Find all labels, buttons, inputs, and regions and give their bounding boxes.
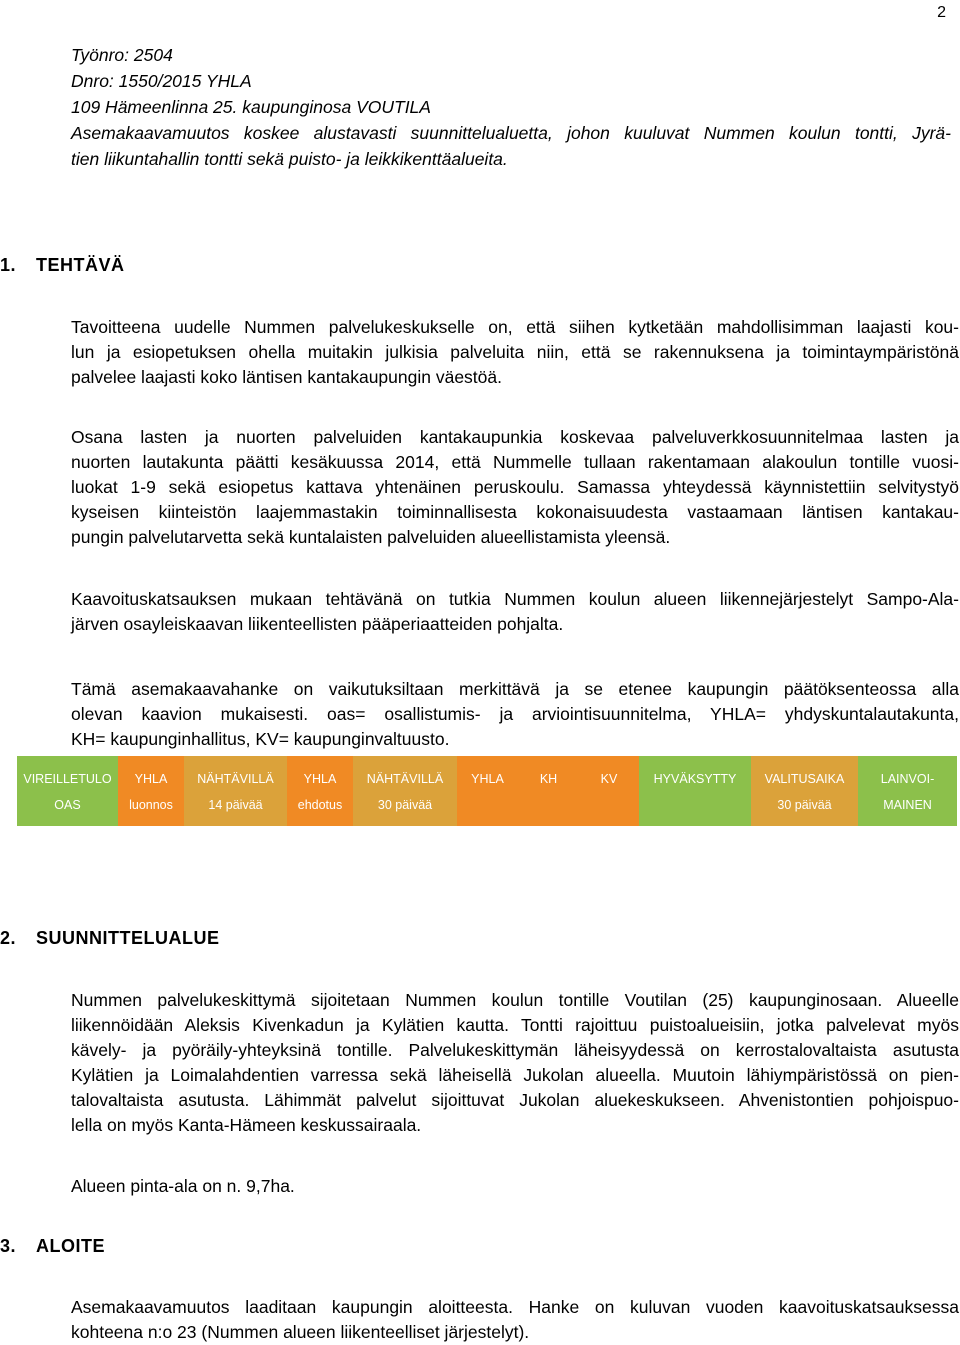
text-line: Tavoitteena uudelle Nummen palvelukeskukselle on, että siihen kytketään mahdollisimman laajasti kou- [71, 317, 959, 337]
text-line: nuorten lautakunta päätti kesäkuussa 2014, että Nummelle tullaan rakentamaan alakoulun tontille vuosi- [71, 452, 959, 472]
timeline-step-hyvaksytty [639, 756, 751, 826]
timeline-step-vireilletulo [17, 756, 118, 826]
step-sublabel: 30 päivää [377, 798, 433, 812]
step-label: KV [600, 772, 618, 786]
section2-paragraph-1 [71, 988, 959, 1138]
text-line: Kylätien ja Loimalahdentien varressa sekä läheisellä Jukolan alueella. Muutoin lähiympäristössä on pien- [71, 1065, 959, 1085]
section-title: SUUNNITTELUALUE [36, 928, 220, 948]
step-sublabel: 30 päivää [777, 798, 832, 812]
plan-description-line1: Asemakaavamuutos koskee alustavasti suunnittelualuetta, johon kuuluvat Nummen koulun tontti, Jyrä- [71, 123, 951, 143]
section1-paragraph-2 [71, 425, 959, 550]
section-heading-1 [0, 253, 300, 279]
step-label: LAINVOI- [880, 772, 935, 786]
section-number: 3. [0, 1236, 17, 1256]
section1-paragraph-1 [71, 315, 959, 390]
text-line: Kaavoituskatsauksen mukaan tehtävänä on tutkia Nummen koulun alueen liikennejärjestelyt Sampo-Ala- [71, 589, 959, 609]
text-line: lun ja esiopetuksen ohella muitakin julkisia palveluita niin, että se rakennuksena ja toimintaympäristönä [71, 342, 959, 362]
timeline-step-yhla [457, 756, 518, 826]
timeline-step-yhla-ehdotus [287, 756, 353, 826]
step-label: NÄHTÄVILLÄ [197, 772, 274, 786]
step-sublabel: 14 päivää [208, 798, 263, 812]
text-line: kyseisen kiinteistön laajemmastakin toiminnallisesta kokonaisuudesta vastaamaan läntisen kantakau- [71, 502, 959, 522]
text-line: järven osayleiskaavan liikenteellisten pääperiaatteiden pohjalta. [71, 614, 564, 634]
text-line: Asemakaavamuutos laaditaan kaupungin aloitteesta. Hanke on kuluvan vuoden kaavoituskatsauksessa [71, 1297, 959, 1317]
section-title: TEHTÄVÄ [36, 255, 125, 275]
text-line: olevan kaavion mukaisesti. oas= osallistumis- ja arviointisuunnitelma, YHLA= yhdyskuntalautakunta, [71, 704, 959, 724]
plan-description-line2: tien liikuntahallin tontti sekä puisto- ja leikkikenttäalueita. [71, 149, 508, 169]
section-heading-3 [0, 1234, 400, 1260]
text-line: Tämä asemakaavahanke on vaikutuksiltaan merkittävä ja se etenee kaupungin päätöksenteossa alla [71, 679, 959, 699]
step-sublabel: ehdotus [297, 798, 343, 812]
section-number: 2. [0, 928, 17, 948]
text-line: liikennöidään Aleksis Kivenkadun ja Kylätien kautta. Tontti rajoittuu puistoalueisiin, jotka palvelevat myös [71, 1015, 959, 1035]
text-line: KH= kaupunginhallitus, KV= kaupunginvaltuusto. [71, 729, 450, 749]
text-line: luokat 1-9 sekä esiopetus kattava yhtenäinen peruskoulu. Samassa yhteydessä käynnistettiin selvitystyö [71, 477, 959, 497]
text-line: talovaltaista asutusta. Lähimmät palvelut sijoittuvat Jukolan aluekeskukseen. Ahvenistontien pohjoispuo- [71, 1090, 959, 1110]
text-line: Alueen pinta-ala on n. 9,7ha. [71, 1176, 295, 1196]
section-title: ALOITE [36, 1236, 105, 1256]
timeline-step-kv [579, 756, 639, 826]
district-title: 109 Hämeenlinna 25. kaupunginosa VOUTILA [71, 97, 431, 117]
step-label: YHLA [471, 772, 504, 786]
process-timeline [17, 756, 957, 826]
step-label: HYVÄKSYTTY [653, 772, 737, 786]
section2-paragraph-2 [71, 1174, 959, 1199]
step-sublabel: luonnos [129, 798, 173, 812]
step-label: YHLA [303, 772, 337, 786]
section-number: 1. [0, 255, 17, 275]
step-sublabel: MAINEN [883, 798, 932, 812]
step-label: VIREILLETULO [23, 772, 112, 786]
page-number: 2 [937, 4, 946, 21]
timeline-step-valitusaika [751, 756, 858, 826]
step-label: VALITUSAIKA [764, 772, 845, 786]
record-number: Dnro: 1550/2015 YHLA [71, 71, 252, 91]
document-header [71, 42, 951, 172]
timeline-step-yhla-luonnos [118, 756, 184, 826]
timeline-step-lainvoimainen [858, 756, 957, 826]
text-line: palvelee laajasti koko läntisen kantakaupungin väestöä. [71, 367, 502, 387]
timeline-step-nahtavilla-30 [353, 756, 457, 826]
section3-paragraph-1 [71, 1295, 959, 1345]
step-label: KH [539, 772, 558, 786]
step-label: NÄHTÄVILLÄ [366, 772, 444, 786]
section1-paragraph-3 [71, 587, 959, 637]
section1-paragraph-4 [71, 677, 959, 752]
work-number: Työnro: 2504 [71, 45, 173, 65]
section-heading-2 [0, 926, 400, 952]
text-line: kohteena n:o 23 (Nummen alueen liikenteelliset järjestelyt). [71, 1322, 530, 1342]
text-line: pungin palvelutarvetta sekä kuntalaisten palveluiden alueellistamista yleensä. [71, 527, 671, 547]
timeline-step-nahtavilla-14 [184, 756, 287, 826]
text-line: Osana lasten ja nuorten palveluiden kantakaupunkia koskevaa palveluverkkosuunnitelmaa lasten ja [71, 427, 959, 447]
text-line: lella on myös Kanta-Hämeen keskussairaala. [71, 1115, 422, 1135]
step-label: YHLA [134, 772, 168, 786]
text-line: Nummen palvelukeskittymä sijoitetaan Nummen koulun tontille Voutilan (25) kaupunginosaan. Alueelle [71, 990, 959, 1010]
step-sublabel: OAS [54, 798, 81, 812]
text-line: kävely- ja pyöräily-yhteyksinä tontille. Palvelukeskittymän läheisyydessä on kerrostalovaltaista asutusta [71, 1040, 959, 1060]
timeline-step-kh [518, 756, 579, 826]
